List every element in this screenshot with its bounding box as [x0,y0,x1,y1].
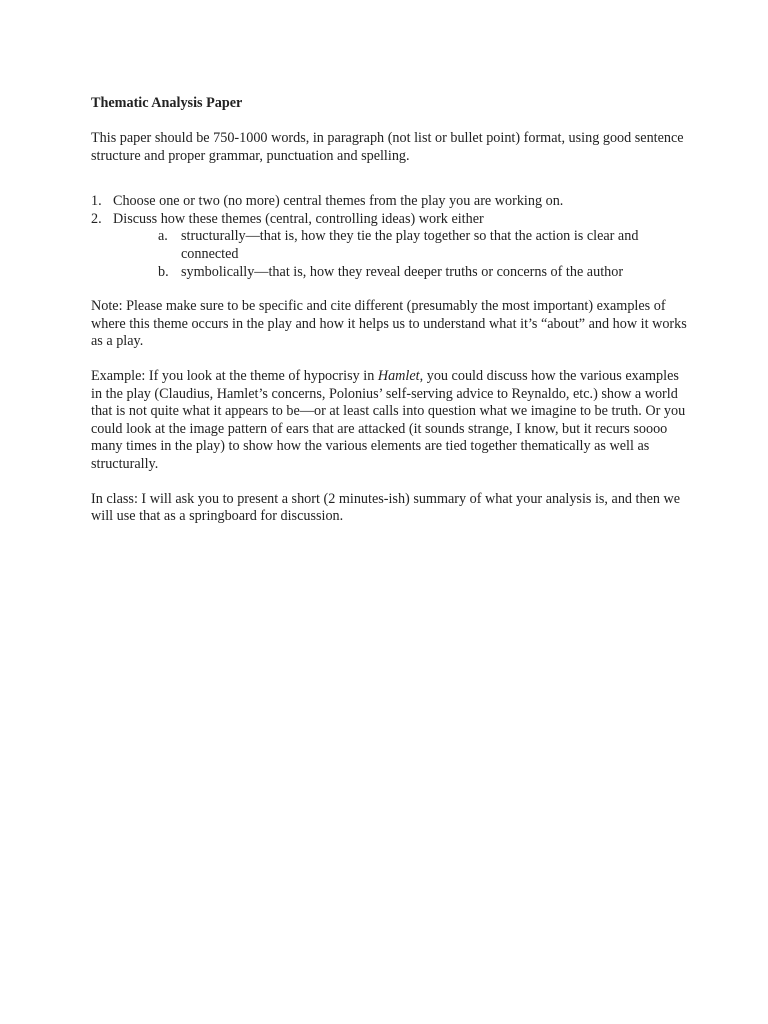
example-text-before: Example: If you look at the theme of hypocrisy in [91,367,378,384]
example-play-title: Hamlet [377,367,420,384]
sublist-item [91,264,691,282]
list-item-number: 2. [91,210,102,227]
note-paragraph: Note: Please make sure to be specific and cite different (presumably the most important) examples of where this theme occurs in the play and how it helps us to understand what it’s “about” and how it works as a play. [91,298,687,350]
example-paragraph [91,368,691,474]
list-item-text: Discuss how these themes (central, controlling ideas) work either [113,210,484,227]
document-title: Thematic Analysis Paper [91,95,243,111]
example-text-after: , you could discuss how the various examples in the play (Claudius, Hamlet’s concerns, Polonius’ self-serving advice to Reynaldo, etc.) show a world that is not quite what it appears to be—or at least calls into question what we imagine to be truth. Or you could look at the image pattern of ears that are attacked (it sounds strange, I know, but it recurs soooo many times in the play) to show how the various elements are tied together thematically as well as structurally. [91,367,686,472]
list-item [91,211,691,229]
sublist-item-label: b. [158,263,169,280]
sublist-item-text: symbolically—that is, how they reveal deeper truths or concerns of the author [181,263,624,280]
list-item-number: 1. [91,193,102,210]
list-item [91,193,691,211]
sublist-item-label: a. [158,228,168,245]
intro-paragraph: This paper should be 750-1000 words, in paragraph (not list or bullet point) format, using good sentence structure and proper grammar, punctuation and spelling. [91,130,684,164]
document-content [91,95,691,526]
instruction-list [91,193,691,281]
list-item-text: Choose one or two (no more) central themes from the play you are working on. [113,193,564,210]
in-class-paragraph: In class: I will ask you to present a short (2 minutes-ish) summary of what your analysis is, and then we will use that as a springboard for discussion. [91,490,681,525]
sublist-item [91,228,691,263]
sublist-item-text: structurally—that is, how they tie the play together so that the action is clear and connected [181,228,639,262]
